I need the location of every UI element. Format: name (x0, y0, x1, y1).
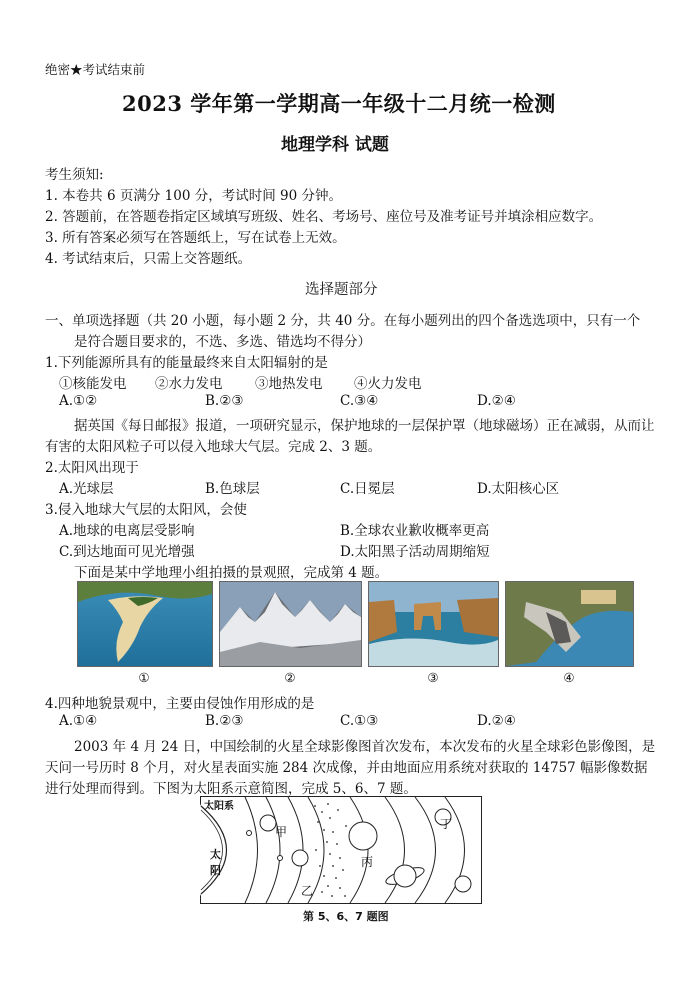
passage-text: 下面是某中学地理小组拍摄的景观照，完成第 4 题。 (74, 565, 389, 581)
passage-text: 有害的太阳风粒子可以侵入地球大气层。完成 2、3 题。 (45, 439, 382, 455)
section-intro: 一、单项选择题（共 20 小题，每小题 2 分，共 40 分。在每小题列出的四个备选选项中，只有一个 (45, 313, 641, 329)
q3-option-d: D.太阳黑子活动周期缩短 (340, 544, 490, 560)
diagram-sun-label: 太 (210, 848, 221, 861)
q3-option-c: C.到达地面可见光增强 (59, 544, 195, 560)
solar-system-diagram (200, 796, 482, 904)
q2-option-a: A.光球层 (59, 481, 114, 497)
diagram-caption: 第 5、6、7 题图 (303, 910, 389, 923)
question-3-stem: 3.侵入地球大气层的太阳风，会使 (45, 502, 247, 518)
q1-option-d: D.②④ (477, 393, 516, 409)
landscape-photo-1 (77, 581, 213, 667)
q4-option-b: B.②③ (205, 713, 244, 729)
diagram-box-label: 太阳系 (204, 801, 234, 812)
photo-caption: ② (284, 670, 296, 685)
landscape-photo-3 (368, 581, 499, 667)
planet-label-ding: 丁 (440, 817, 453, 831)
q3-option-a: A.地球的电离层受影响 (59, 523, 195, 539)
secret-mark: 绝密★考试结束前 (45, 62, 146, 77)
exam-title: 2023 学年第一学期高一年级十二月统一检测 (122, 91, 556, 116)
photo-caption: ① (138, 670, 150, 685)
passage-text: 天问一号历时 8 个月，对火星表面实施 284 次成像，并由地面应用系统对获取的 14757 幅影像数据 (45, 760, 648, 776)
q2-option-c: C.日冕层 (340, 481, 395, 497)
q4-option-d: D.②④ (477, 713, 516, 729)
q1-option-a: A.①② (59, 393, 98, 409)
q1-item: ④火力发电 (354, 376, 422, 392)
photo-caption: ④ (563, 670, 575, 685)
q1-item: ③地热发电 (255, 376, 323, 392)
section-title: 选择题部分 (305, 282, 378, 298)
passage-text: 2003 年 4 月 24 日，中国绘制的火星全球影像图首次发布，本次发布的火星全球彩色影像图，是 (74, 739, 656, 755)
planet-label-jia: 甲 (275, 825, 288, 839)
question-4-stem: 4.四种地貌景观中，主要由侵蚀作用形成的是 (45, 696, 315, 712)
exam-subtitle: 地理学科 试题 (281, 135, 389, 155)
q2-option-d: D.太阳核心区 (477, 481, 560, 497)
section-intro: 是符合题目要求的，不选、多选、错选均不得分） (74, 334, 371, 350)
question-1-stem: 1.下列能源所具有的能量最终来自太阳辐射的是 (45, 355, 328, 371)
landscape-photo-2 (219, 581, 362, 667)
landscape-photo-4 (505, 581, 634, 667)
passage-text: 据英国《每日邮报》报道，一项研究显示，保护地球的一层保护罩（地球磁场）正在减弱，从而让 (74, 418, 655, 434)
diagram-sun-label: 阳 (210, 864, 221, 877)
notice-item: 2. 答题前，在答题卷指定区域填写班级、姓名、考场号、座位号及准考证号并填涂相应数字。 (45, 209, 603, 225)
notice-item: 4. 考试结束后，只需上交答题纸。 (45, 251, 252, 267)
q1-item: ②水力发电 (155, 376, 223, 392)
notice-heading: 考生须知: (45, 167, 104, 183)
notice-item: 3. 所有答案必须写在答题纸上，写在试卷上无效。 (45, 230, 346, 246)
notice-item: 1. 本卷共 6 页满分 100 分，考试时间 90 分钟。 (45, 188, 342, 204)
question-2-stem: 2.太阳风出现于 (45, 460, 139, 476)
q1-option-b: B.②③ (205, 393, 244, 409)
q4-option-c: C.①③ (340, 713, 379, 729)
q3-option-b: B.全球农业歉收概率更高 (340, 523, 490, 539)
q2-option-b: B.色球层 (205, 481, 260, 497)
planet-label-bing: 丙 (361, 855, 374, 869)
planet-label-yi: 乙 (301, 884, 314, 898)
q1-item: ①核能发电 (59, 376, 127, 392)
photo-caption: ③ (427, 670, 439, 685)
q4-option-a: A.①④ (59, 713, 98, 729)
passage-text: 进行处理而得到。下图为太阳系示意简图，完成 5、6、7 题。 (45, 781, 417, 797)
q1-option-c: C.③④ (340, 393, 379, 409)
